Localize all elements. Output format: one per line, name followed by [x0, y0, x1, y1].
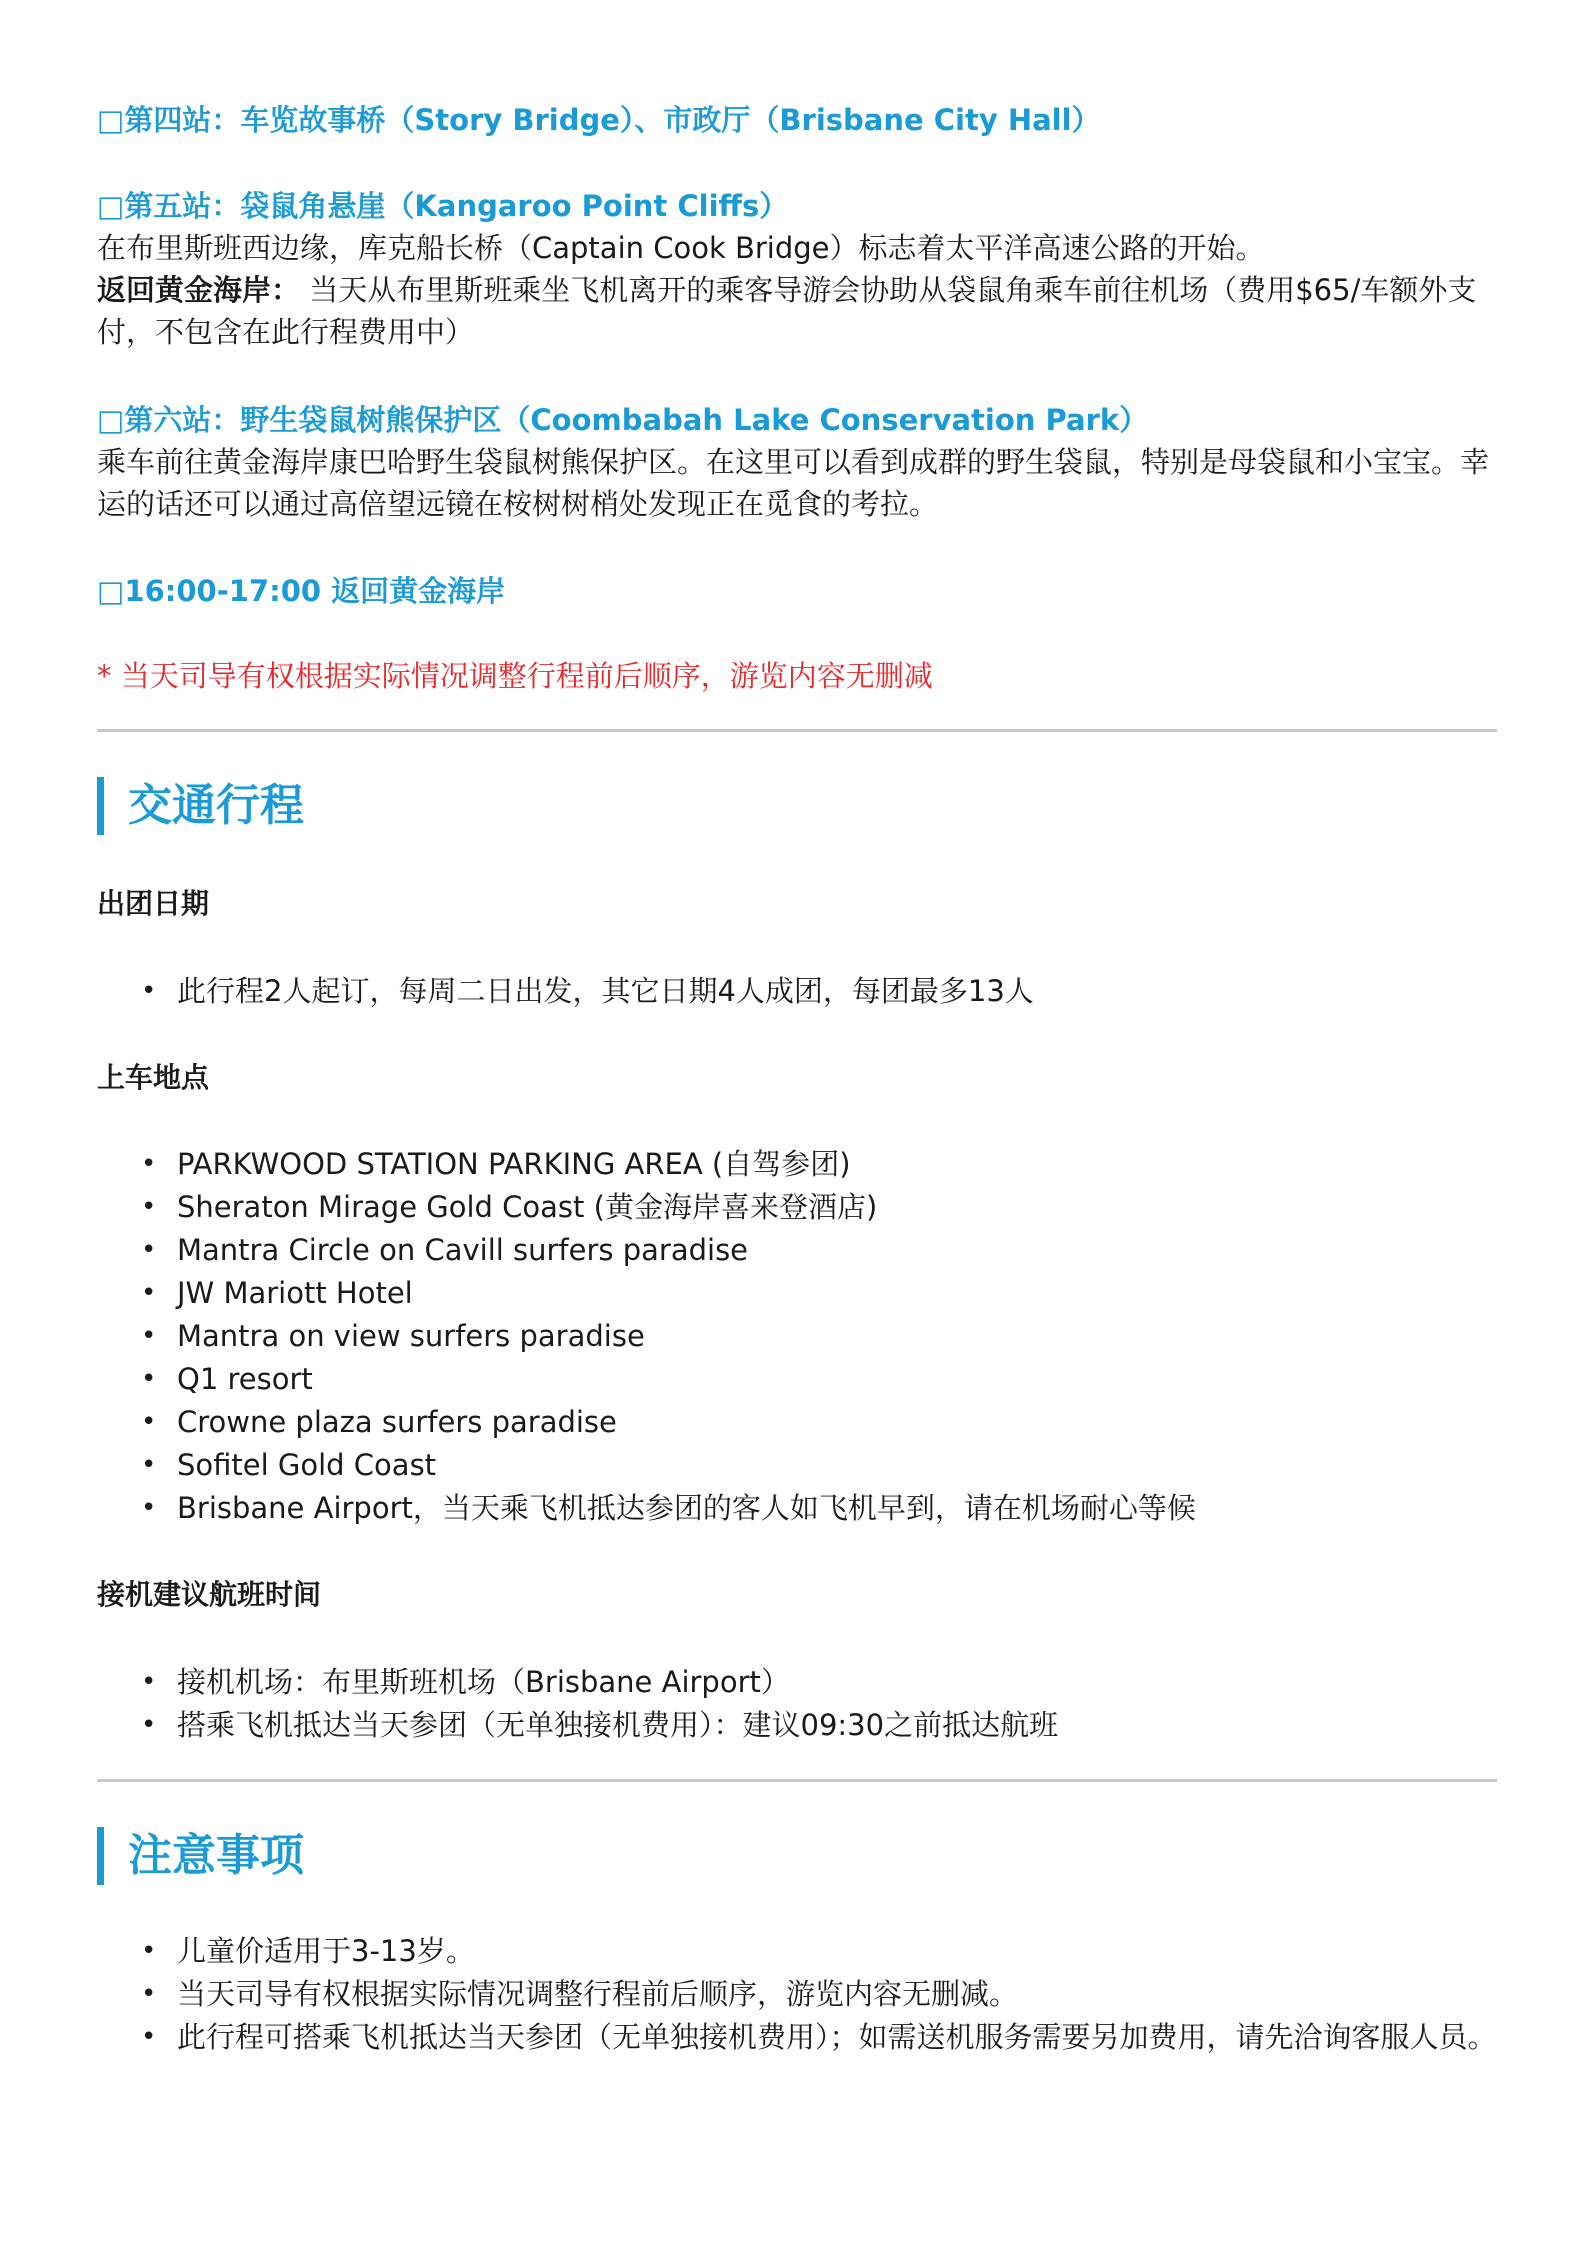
adjustment-notice: * 当天司导有权根据实际情况调整行程前后顺序，游览内容无删减 [97, 659, 933, 693]
flight-heading: 接机建议航班时间 [97, 1578, 322, 1611]
list-item: • 搭乘飞机抵达当天参团（无单独接机费用）：建议09:30之前抵达航班 [97, 1704, 1497, 1747]
departure-heading: 出团日期 [97, 887, 210, 920]
list-item: • PARKWOOD STATION PARKING AREA (自驾参团) [97, 1143, 1497, 1186]
stop-6-title: □第六站：野生袋鼠树熊保护区（Coombabah Lake Conservation Park） [97, 403, 1149, 437]
list-item: • Mantra Circle on Cavill surfers paradise [97, 1229, 1497, 1272]
stop-5-description: 在布里斯班西边缘，库克船长桥（Captain Cook Bridge）标志着太平洋高速公路的开始。 [97, 231, 1265, 265]
pickup-list [97, 1143, 1497, 1530]
transport-heading: 交通行程 [97, 777, 304, 835]
list-item: • Crowne plaza surfers paradise [97, 1401, 1497, 1444]
list-item: • Q1 resort [97, 1358, 1497, 1401]
return-text: 当天从布里斯班乘坐飞机离开的乘客导游会协助从袋鼠角乘车前往机场（费用$65/车额外支付，不包含在此行程费用中） [97, 273, 1477, 349]
list-item: • 当天司导有权根据实际情况调整行程前后顺序，游览内容无删减。 [97, 1973, 1497, 2016]
list-item: • 此行程可搭乘飞机抵达当天参团（无单独接机费用）；如需送机服务需要另加费用，请先洽询客服人员。 [97, 2016, 1497, 2059]
stop-4-title: □第四站：车览故事桥（Story Bridge）、市政厅（Brisbane City Hall） [97, 103, 1101, 137]
return-paragraph [97, 269, 1497, 353]
return-label: 返回黄金海岸： [97, 273, 301, 307]
stop-5-title: □第五站：袋鼠角悬崖（Kangaroo Point Cliffs） [97, 189, 789, 223]
list-item: • JW Mariott Hotel [97, 1272, 1497, 1315]
list-item: • Mantra on view surfers paradise [97, 1315, 1497, 1358]
stop-6-description: 乘车前往黄金海岸康巴哈野生袋鼠树熊保护区。在这里可以看到成群的野生袋鼠，特别是母袋鼠和小宝宝。幸运的话还可以通过高倍望远镜在桉树树梢处发现正在觅食的考拉。 [97, 445, 1490, 521]
section-divider [97, 1779, 1497, 1782]
notes-heading: 注意事项 [97, 1827, 304, 1885]
list-item: • 接机机场：布里斯班机场（Brisbane Airport） [97, 1661, 1497, 1704]
list-item: • Sofitel Gold Coast [97, 1444, 1497, 1487]
notes-list [97, 1930, 1497, 2059]
section-divider [97, 729, 1497, 732]
list-item: • 此行程2人起订，每周二日出发，其它日期4人成团，每团最多13人 [97, 970, 1497, 1013]
departure-list [97, 970, 1497, 1013]
list-item: • Sheraton Mirage Gold Coast (黄金海岸喜来登酒店) [97, 1186, 1497, 1229]
return-time: □16:00-17:00 返回黄金海岸 [97, 574, 506, 608]
flight-list [97, 1661, 1497, 1747]
pickup-heading: 上车地点 [97, 1061, 210, 1094]
list-item: • 儿童价适用于3-13岁。 [97, 1930, 1497, 1973]
list-item: • Brisbane Airport，当天乘飞机抵达参团的客人如飞机早到，请在机场耐心等候 [97, 1487, 1497, 1530]
